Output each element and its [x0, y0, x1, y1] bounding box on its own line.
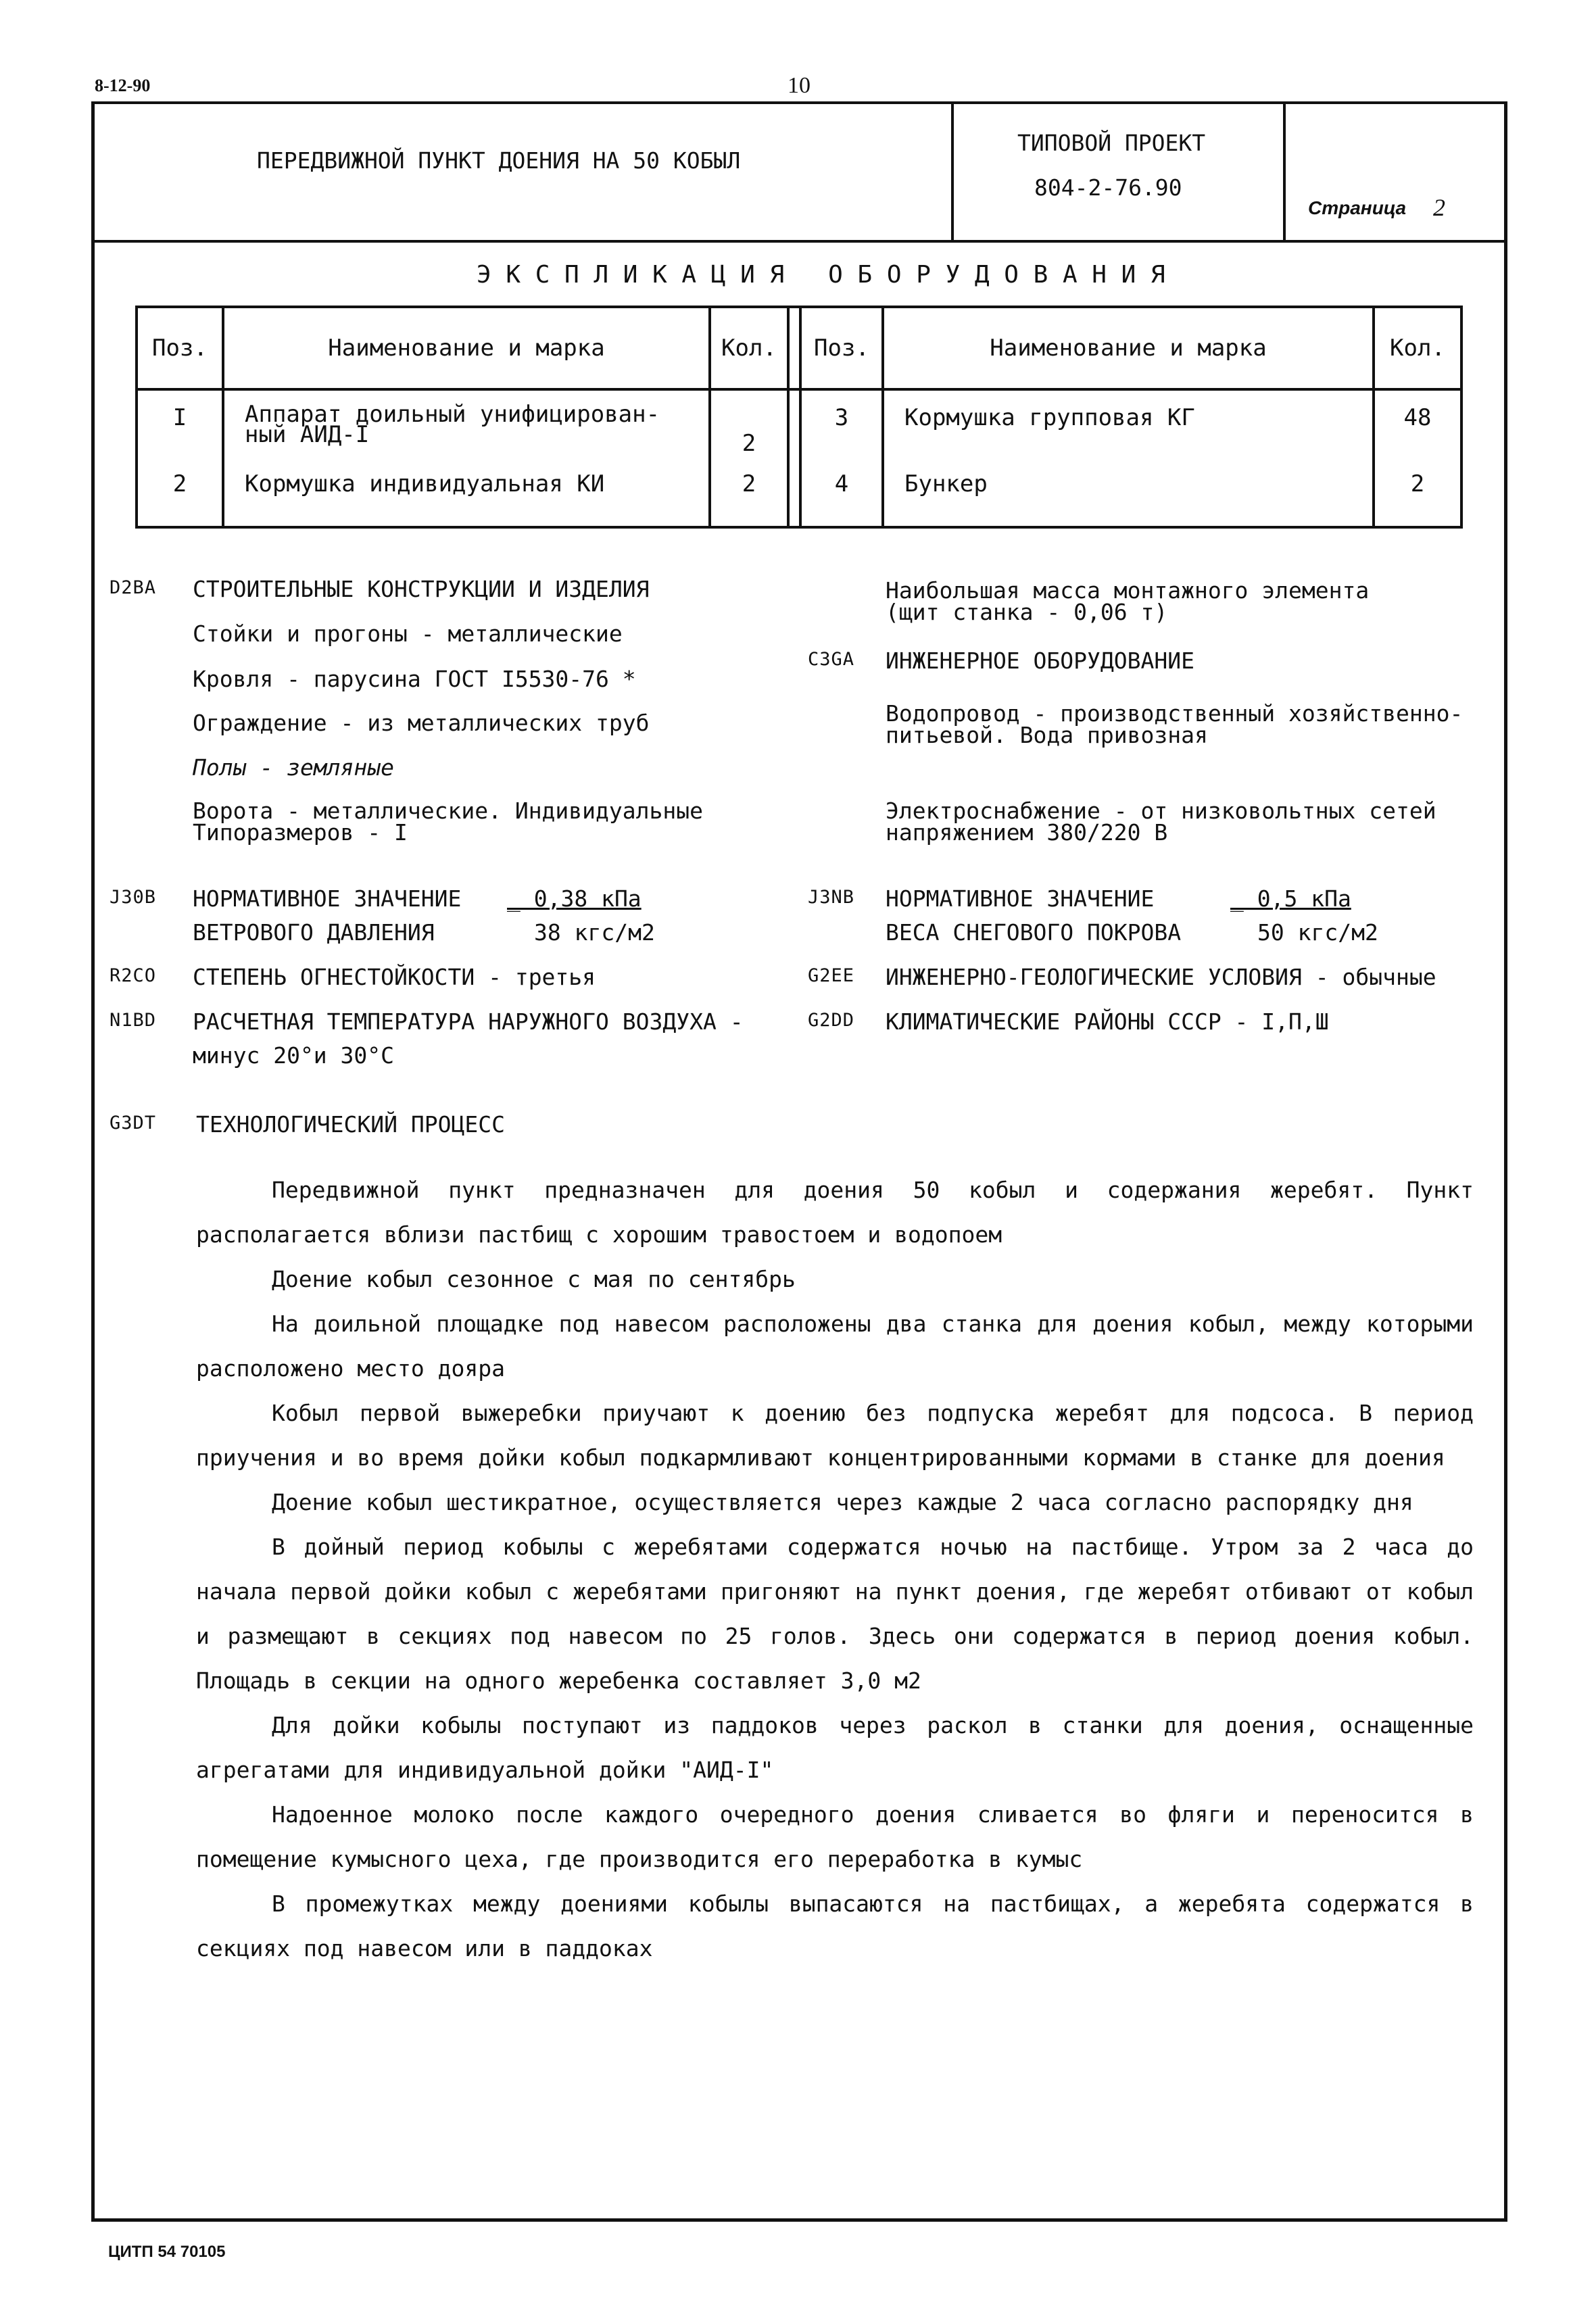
row1-qty-right: 48	[1374, 389, 1461, 465]
code-g2ee: G2EE	[808, 965, 855, 986]
sheet-number: 2	[1433, 194, 1445, 221]
document-date: 8-12-90	[95, 76, 151, 95]
construction-title: СТРОИТЕЛЬНЫЕ КОНСТРУКЦИИ И ИЗДЕЛИЯ	[193, 576, 650, 602]
frame-left-line	[91, 101, 95, 2220]
code-n1bd: N1BD	[110, 1010, 157, 1031]
snow-value-kpa: _ 0,5 кПа	[1230, 885, 1351, 912]
construction-item: Кровля - парусина ГОСТ I5530-76 *	[193, 666, 636, 692]
construction-item: Стойки и прогоны - металлические	[193, 620, 623, 647]
row2-pos-left: 2	[137, 465, 223, 527]
row2-pos-right: 4	[800, 465, 883, 527]
title-block-sep1	[951, 101, 954, 240]
code-j3nb: J3NB	[808, 887, 855, 908]
process-paragraph: Доение кобыл сезонное с мая по сентябрь	[272, 1266, 796, 1292]
project-number: 804-2-76.90	[1034, 174, 1182, 201]
title-block-divider	[91, 240, 1507, 243]
code-r2co: R2CO	[110, 965, 157, 986]
wind-value-kgs: 38 кгс/м2	[534, 919, 655, 946]
water-line2: питьевой. Вода привозная	[886, 722, 1208, 748]
table-gap	[788, 307, 800, 389]
row1-name-right: Кормушка групповая КГ	[883, 389, 1374, 465]
col-pos-right: Поз.	[800, 307, 883, 389]
mass-line2: (щит станка - 0,06 т)	[886, 599, 1168, 625]
row1-name-left-line1: Аппарат доильный унифицирован-	[245, 401, 660, 428]
temperature-line2: минус 20°и 30°С	[193, 1042, 395, 1069]
col-qty-right: Кол.	[1374, 307, 1461, 389]
code-j30b: J30B	[110, 887, 157, 908]
process-paragraph: Передвижной пункт предназначен для доения 50 кобыл и содержания жеребят. Пункт располагается вблизи пастбищ с хорошим травостоем и водопоем	[196, 1177, 1474, 1248]
climate-regions: КЛИМАТИЧЕСКИЕ РАЙОНЫ СССР - I,П,Ш	[886, 1008, 1329, 1035]
row2-qty-left: 2	[710, 465, 788, 527]
code-g3dt: G3DT	[110, 1113, 157, 1134]
construction-item: Ограждение - из металлических труб	[193, 710, 650, 736]
snow-value-kgs: 50 кгс/м2	[1257, 919, 1378, 946]
temperature-line1: РАСЧЕТНАЯ ТЕМПЕРАТУРА НАРУЖНОГО ВОЗДУХА -	[193, 1008, 744, 1035]
wind-label1: НОРМАТИВНОЕ ЗНАЧЕНИЕ	[193, 885, 462, 912]
document-title: ПЕРЕДВИЖНОЙ ПУНКТ ДОЕНИЯ НА 50 КОБЫЛ	[257, 147, 741, 174]
process-paragraph: Для дойки кобылы поступают из паддоков через раскол в станки для доения, оснащенные агрегатами для индивидуальной дойки "АИД-I"	[196, 1712, 1474, 1783]
sheet-label: Страница	[1308, 197, 1407, 218]
footer-stamp: ЦИТП 54 70105	[108, 2243, 226, 2261]
process-paragraph: Надоенное молоко после каждого очередного доения сливается во фляги и переносится в помещение кумысного цеха, где производится его переработка в кумыс	[196, 1801, 1474, 1872]
col-pos-left: Поз.	[137, 307, 223, 389]
wind-label2: ВЕТРОВОГО ДАВЛЕНИЯ	[193, 919, 435, 946]
process-title: ТЕХНОЛОГИЧЕСКИЙ ПРОЦЕСС	[196, 1111, 505, 1138]
water-line1: Водопровод - производственный хозяйственно-	[886, 700, 1464, 727]
gates-line2: Типоразмеров - I	[193, 819, 408, 846]
code-d2ba: D2BA	[110, 577, 157, 598]
snow-label2: ВЕСА СНЕГОВОГО ПОКРОВА	[886, 919, 1182, 946]
mass-line1: Наибольшая масса монтажного элемента	[886, 577, 1370, 604]
process-paragraph: На доильной площадке под навесом расположены два станка для доения кобыл, между которыми расположено место дояра	[196, 1311, 1474, 1382]
row1-name-left-line2: ный АИД-I	[245, 421, 370, 448]
row1-qty-left: 2	[710, 389, 788, 465]
row1-name-left	[223, 389, 710, 465]
row1-pos-left: I	[137, 389, 223, 465]
table-gap	[788, 465, 800, 527]
table-gap	[788, 389, 800, 465]
construction-item: Полы - земляные	[193, 754, 395, 781]
process-paragraph: В дойный период кобылы с жеребятами содержатся ночью на пастбище. Утром за 2 часа до начала первой дойки кобыл с жеребятами пригоняют на пункт доения, где жеребят отбивают от кобыл и размещают в секциях под навесом по 25 голов. Здесь они содержатся в период доения кобыл. Площадь в секции на одного жеребенка составляет 3,0 м2	[196, 1534, 1474, 1694]
code-c3ga: C3GA	[808, 649, 855, 670]
geology-conditions: ИНЖЕНЕРНО-ГЕОЛОГИЧЕСКИЕ УСЛОВИЯ - обычные	[886, 964, 1436, 990]
gates-line1: Ворота - металлические. Индивидуальные	[193, 798, 703, 824]
fire-resistance: СТЕПЕНЬ ОГНЕСТОЙКОСТИ - третья	[193, 964, 596, 990]
process-paragraph: Кобыл первой выжеребки приучают к доению без подпуска жеребят для подсоса. В период приучения и во время дойки кобыл подкармливают концентрированными кормами в станке для доения	[196, 1400, 1474, 1471]
frame-bottom-line	[91, 2218, 1507, 2222]
process-paragraph: Доение кобыл шестикратное, осуществляется через каждые 2 часа согласно распорядку дня	[272, 1489, 1413, 1515]
snow-label1: НОРМАТИВНОЕ ЗНАЧЕНИЕ	[886, 885, 1155, 912]
row1-pos-right: 3	[800, 389, 883, 465]
table-header-row	[137, 307, 1461, 389]
equipment-heading: Э К С П Л И К А Ц И Я О Б О Р У Д О В А Н И Я	[477, 261, 1165, 289]
wind-value-kpa: _ 0,38 кПа	[507, 885, 642, 912]
power-line1: Электроснабжение - от низковольтных сетей	[886, 798, 1436, 824]
code-g2dd: G2DD	[808, 1010, 855, 1031]
table-row	[137, 465, 1461, 527]
col-name-right: Наименование и марка	[883, 307, 1374, 389]
process-text	[196, 1168, 1474, 1971]
engineering-title: ИНЖЕНЕРНОЕ ОБОРУДОВАНИЕ	[886, 648, 1194, 674]
row2-qty-right: 2	[1374, 465, 1461, 527]
equipment-table	[135, 306, 1463, 529]
title-block-sep2	[1283, 101, 1286, 240]
frame-right-line	[1504, 101, 1507, 2220]
table-row	[137, 389, 1461, 465]
row2-name-left: Кормушка индивидуальная КИ	[223, 465, 710, 527]
frame-top-line	[91, 101, 1507, 104]
col-name-left: Наименование и марка	[223, 307, 710, 389]
process-paragraph: В промежутках между доениями кобылы выпасаются на пастбищах, а жеребята содержатся в секциях под навесом или в паддоках	[196, 1891, 1474, 1961]
power-line2: напряжением 380/220 В	[886, 819, 1168, 846]
row2-name-right: Бункер	[883, 465, 1374, 527]
col-qty-left: Кол.	[710, 307, 788, 389]
page-number: 10	[788, 73, 811, 98]
project-label: ТИПОВОЙ ПРОЕКТ	[1017, 130, 1206, 156]
